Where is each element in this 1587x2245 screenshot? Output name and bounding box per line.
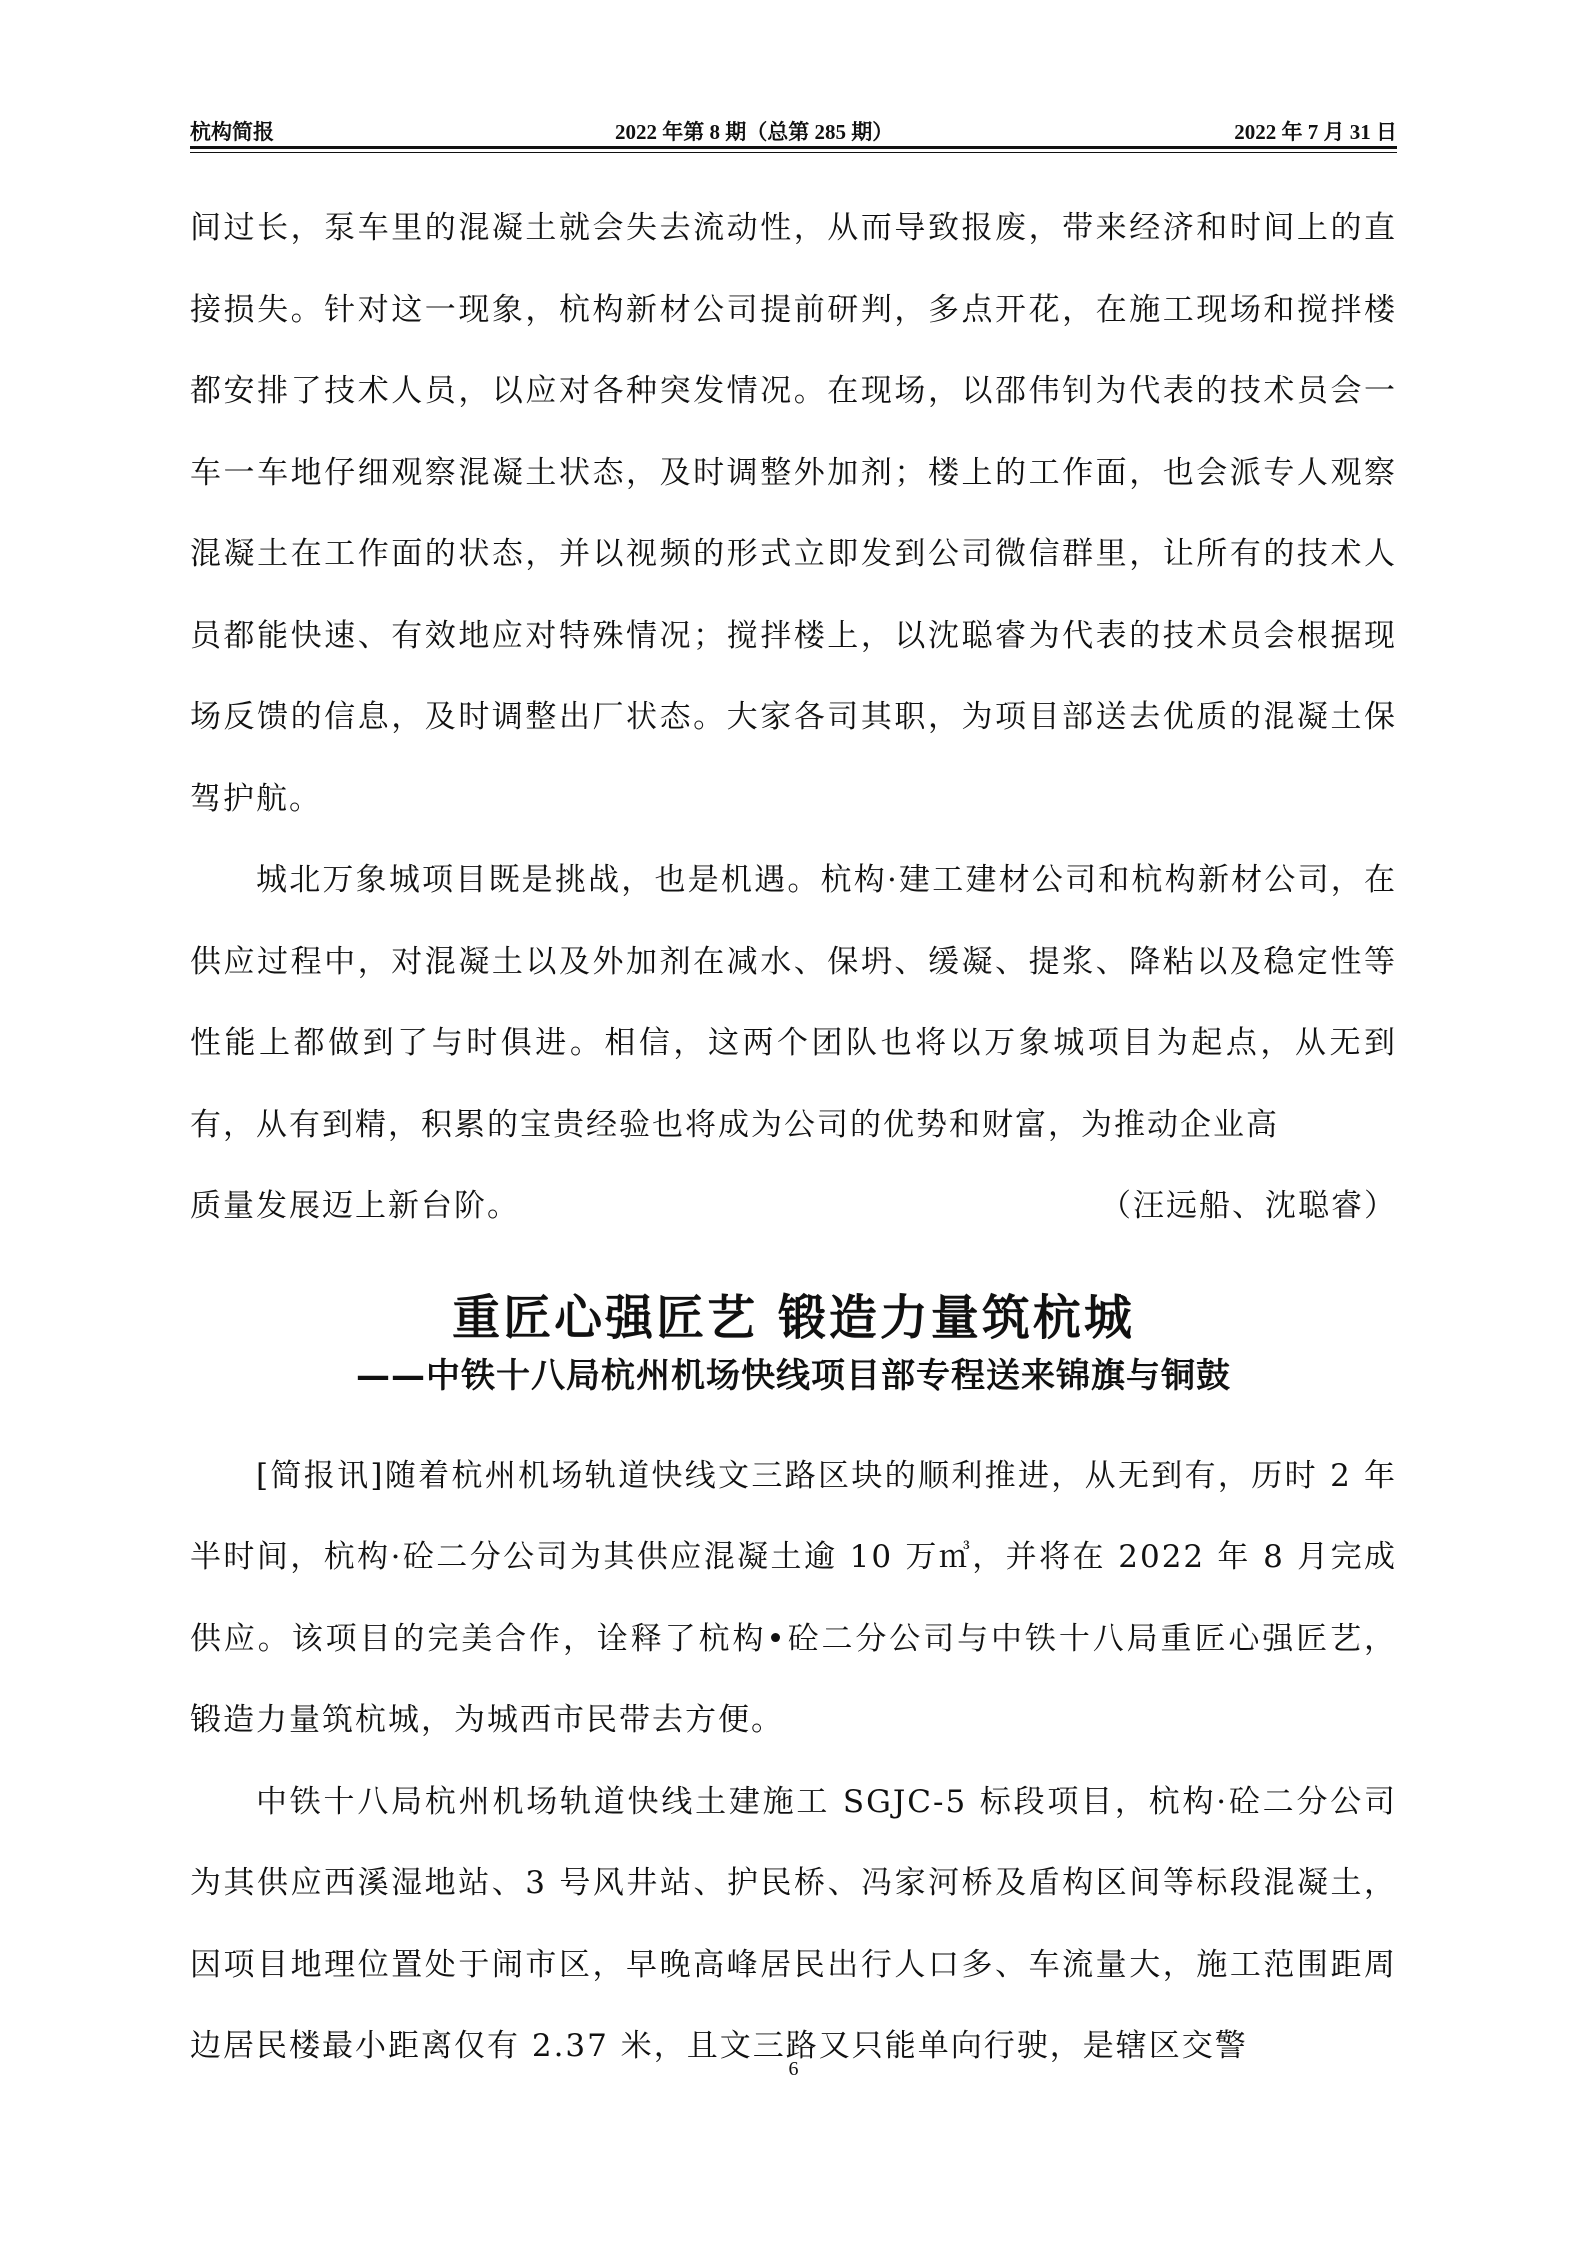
article1-paragraph-2: 城北万象城项目既是挑战，也是机遇。杭构·建工建材公司和杭构新材公司，在供应过程中，对混凝土以及外加剂在减水、保坍、缓凝、提浆、降粘以及稳定性等性能上都做到了与时俱进。相信，这两个团队也将以万象城项目为起点，从无到有，从有到精，积累的宝贵经验也将成为公司的优势和财富，为推动企业高 [190, 862, 1397, 1143]
article1-closing-line [190, 1166, 1397, 1248]
header-date: 2022 年 7 月 31 日 [1234, 120, 1397, 144]
header-rule-thick [190, 146, 1397, 149]
header-publication-name: 杭构简报 [190, 120, 274, 144]
article1-last-line: 质量发展迈上新台阶。 [190, 1188, 520, 1224]
page-content [190, 188, 1397, 2088]
article2-subtitle: ——中铁十八局杭州机场快线项目部专程送来锦旗与铜鼓 [356, 1355, 1231, 1396]
article2-title: 重匠心强匠艺 锻造力量筑杭城 [452, 1289, 1135, 1346]
article1-byline: （汪远船、沈聪睿） [1100, 1188, 1397, 1224]
article2-paragraph-1: [简报讯]随着杭州机场轨道快线文三路区块的顺利推进，从无到有，历时 2 年半时间，杭构·砼二分公司为其供应混凝土逾 10 万㎥，并将在 2022 年 8 月完成供应。该项目的完美合作，诠释了杭构•砼二分公司与中铁十八局重匠心强匠艺，锻造力量筑杭城，为城西市民带去方便。 [190, 1457, 1397, 1738]
article2-paragraph-2: 中铁十八局杭州机场轨道快线土建施工 SGJC-5 标段项目，杭构·砼二分公司为其供应西溪湿地站、3 号风井站、护民桥、冯家河桥及盾构区间等标段混凝土，因项目地理位置处于闹市区，早晚高峰居民出行人口多、车流量大，施工范围距周边居民楼最小距离仅有 2.37 米，且文三路又只能单向行驶，是辖区交警 [190, 1783, 1397, 2064]
page-header [190, 108, 1397, 146]
article1-paragraph-1: 间过长，泵车里的混凝土就会失去流动性，从而导致报废，带来经济和时间上的直接损失。针对这一现象，杭构新材公司提前研判，多点开花，在施工现场和搅拌楼都安排了技术人员，以应对各种突发情况。在现场，以邵伟钊为代表的技术员会一车一车地仔细观察混凝土状态，及时调整外加剂；楼上的工作面，也会派专人观察混凝土在工作面的状态，并以视频的形式立即发到公司微信群里，让所有的技术人员都能快速、有效地应对特殊情况；搅拌楼上，以沈聪睿为代表的技术员会根据现场反馈的信息，及时调整出厂状态。大家各司其职，为项目部送去优质的混凝土保驾护航。 [190, 210, 1397, 817]
header-issue: 2022 年第 8 期（总第 285 期） [615, 120, 894, 144]
page-number: 6 [788, 2058, 799, 2080]
header-rule-thin [190, 152, 1397, 153]
